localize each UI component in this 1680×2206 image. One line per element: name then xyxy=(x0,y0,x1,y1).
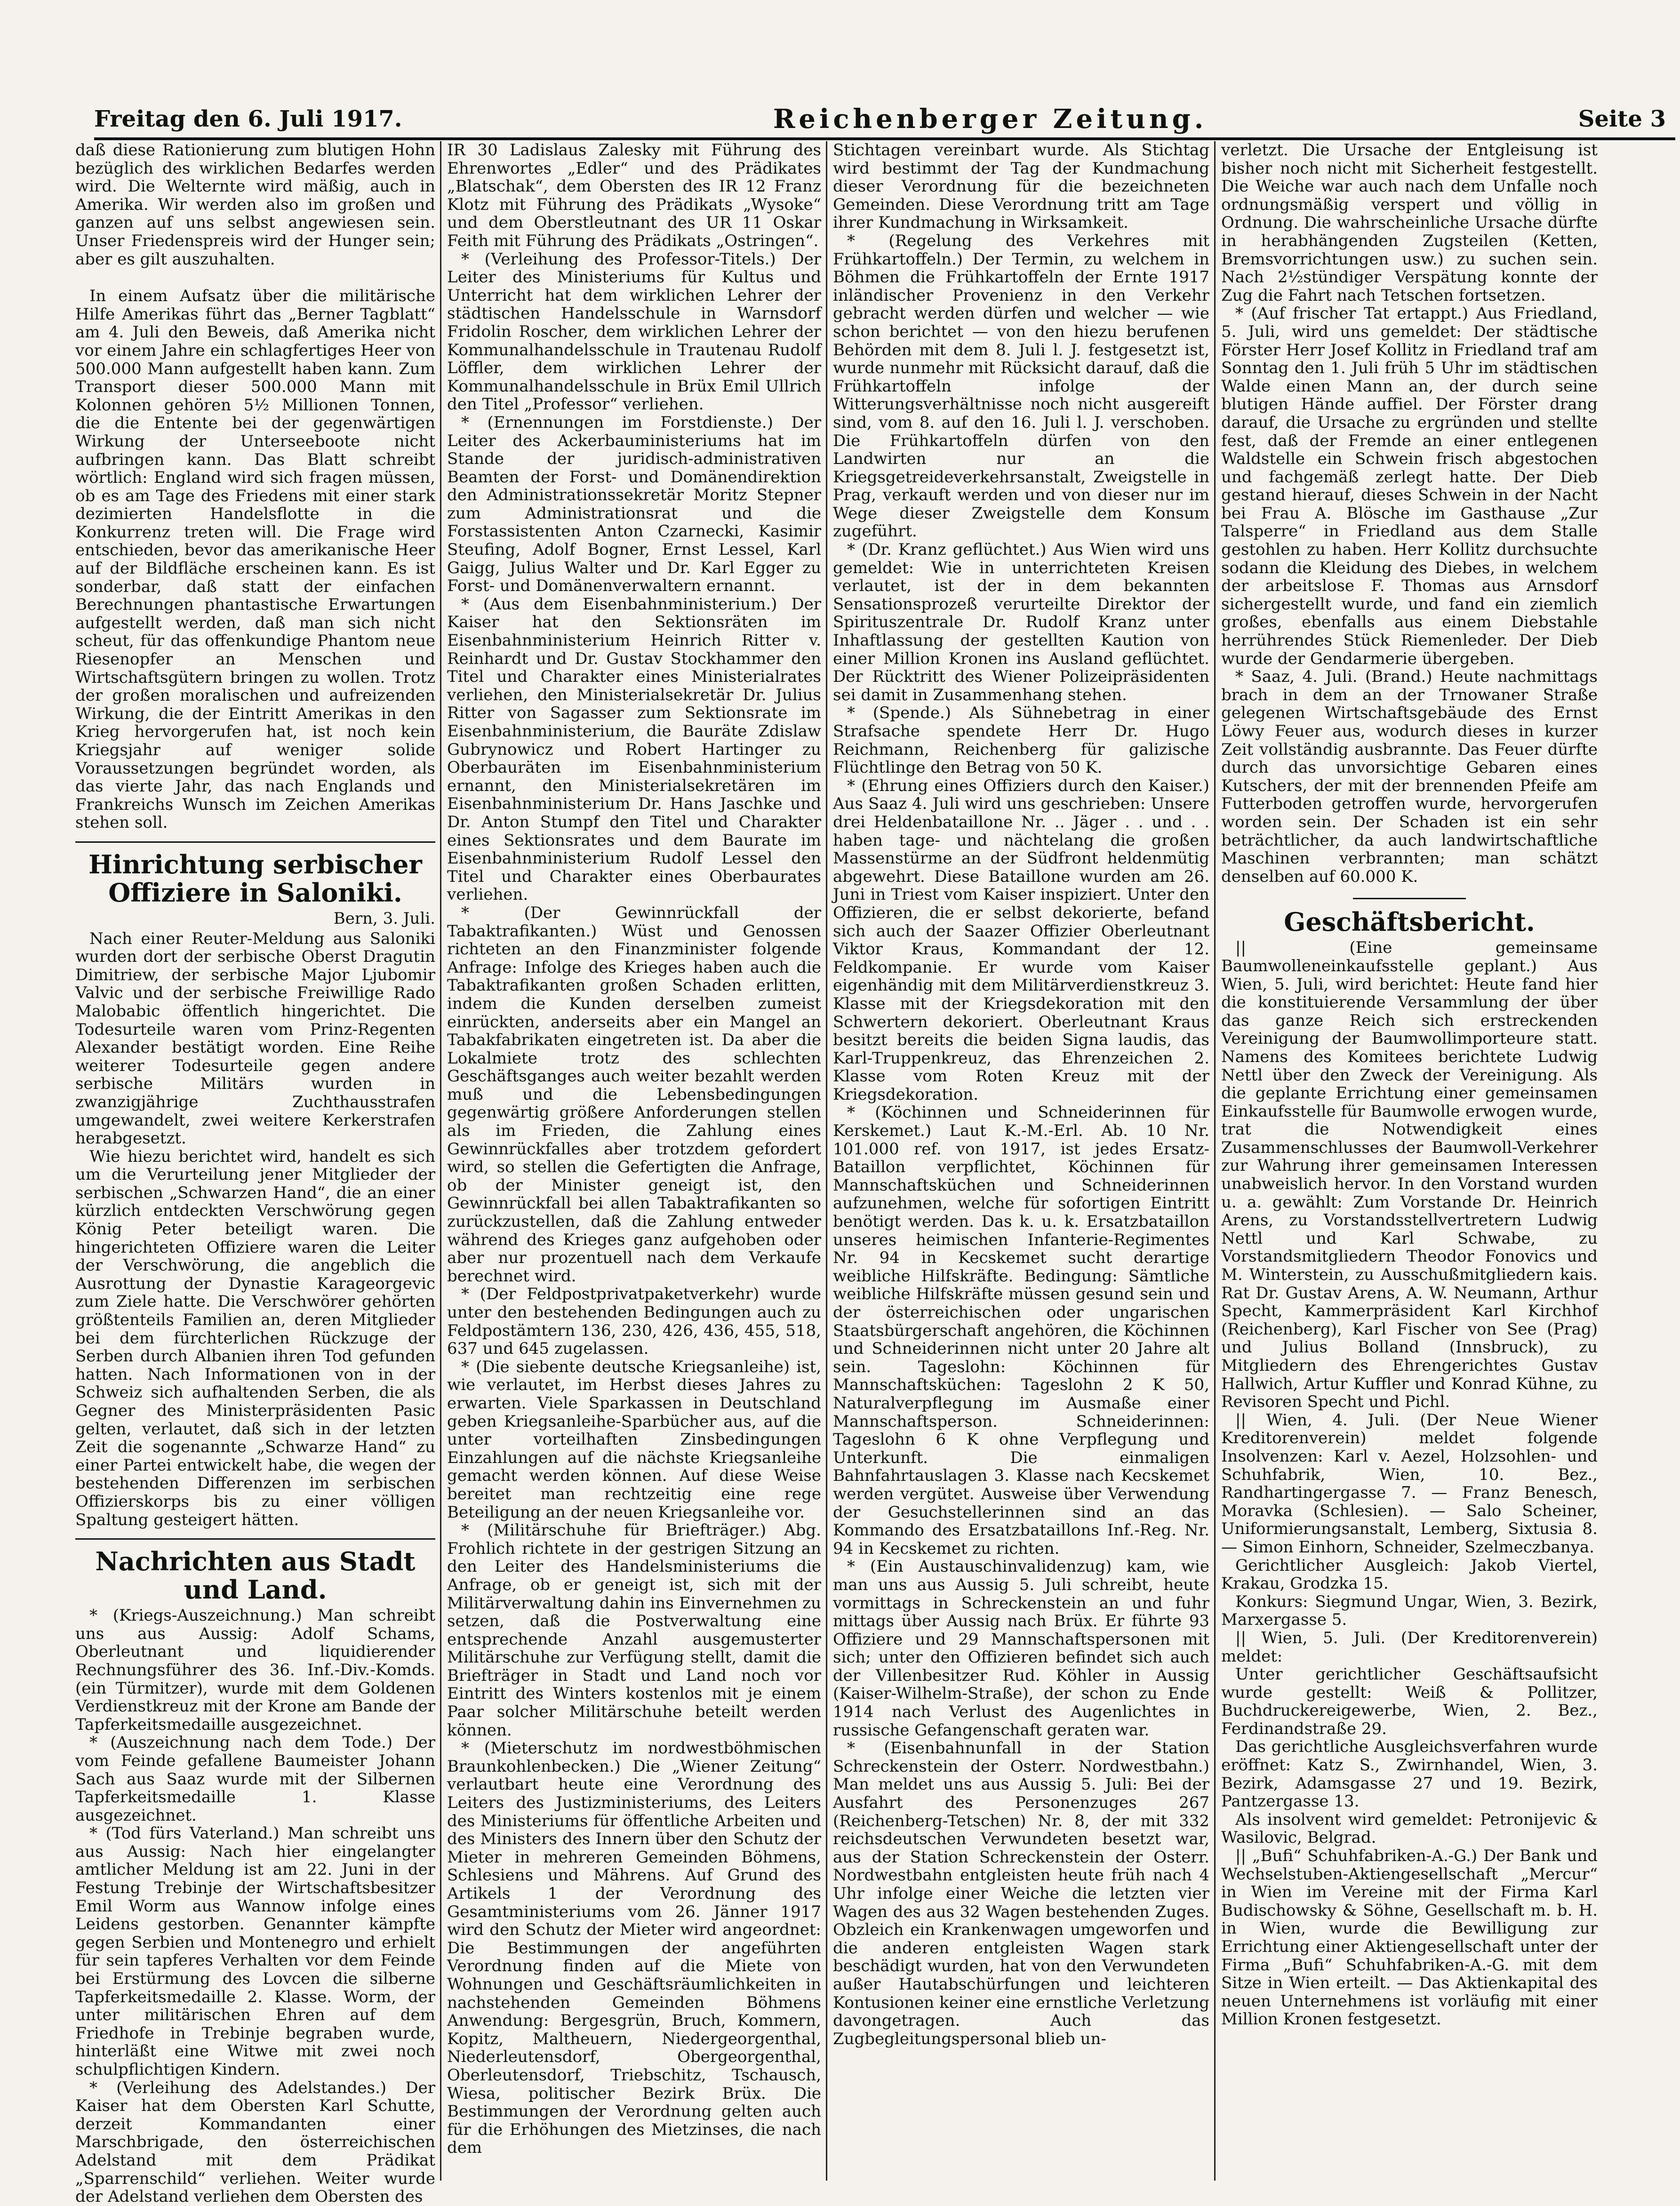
issue-date: Freitag den 6. Juli 1917. xyxy=(94,105,402,132)
headline-local-news: Nachrichten aus Stadt und Land. xyxy=(95,1546,416,1605)
column-rule xyxy=(826,141,827,2181)
news-item: * (Mieterschutz im nordwestböhmischen Braunkohlenbecken.) Die „Wiener Zeitung“ verlautbart heute eine Verordnung des Leiters des Justizministeriums, des Leiters des Ministeriums für öffentliche Arbeiten und des Ministers des Innern über den Schutz der Mieter in mehreren Gemeinden Böhmens, Schlesiens und Mährens. Auf Grund des Artikels 1 der Verordnung des Gesamtministeriums vom 26. Jänner 1917 wird den Schutz der Mieter wird angeordnet: Die Bestimmungen der angeführten Verordnung finden auf die Miete von Wohnungen und Geschäftsräumlichkeiten in nachstehenden Gemeinden Böhmens Anwendung: Bergesgrün, Bruch, Kommern, Kopitz, Maltheuern, Niedergeorgenthal, Niederleutensdorf, Obergeorgenthal, Oberleutensdorf, Triebschitz, Tschausch, Wiesa, politischer Bezirk Brüx. Die Bestimmungen der Verordnung gelten auch für die Erhöhungen des Mietzinses, die nach dem xyxy=(447,1739,821,2158)
news-item: * (Eisenbahnunfall in der Station Schreckenstein der Osterr. Nordwestbahn.) Man meldet uns aus Aussig 5. Juli: Bei der Ausfahrt des Personenzuges 267 (Reichenberg-Tetschen) Nr. 8, der mit 332 reichsdeutschen Verwundeten besetzt war, aus der Station Schreckenstein der Osterr. Nordwestbahn entgleisten heute früh nach 4 Uhr infolge einer Weiche die letzten vier Wagen des aus 32 Wagen bestehenden Zuges. Obzleich ein Krankenwagen umgeworfen und die anderen entgleisten Wagen stark beschädigt wurden, hat von den Verwundeten außer Hautabschürfungen und leichteren Kontusionen keiner eine ernstliche Verletzung davongetragen. Auch das Zugbegleitungspersonal blieb un- xyxy=(833,1739,1209,2048)
news-item: Stichtagen vereinbart wurde. Als Stichtag wird bestimmt der Tag der Kundmachung dieser Verordnung für die bezeichneten Gemeinden. Diese Verordnung tritt am Tage ihrer Kundmachung in Wirksamkeit. xyxy=(833,141,1209,232)
news-item: || (Eine gemeinsame Baumwolleneinkaufsstelle geplant.) Aus Wien, 5. Juli, wird berichtet: Heute fand hier die konstituierende Versammlung der über das ganze Reich sich erstreckenden Vereinigung der Baumwollimporteure statt. Namens des Komitees berichtete Ludwig Nettl über den Zweck der Vereinigung. Als die geplante Errichtung einer gemeinsamen Einkaufsstelle für Baumwolle erwogen wurde, trat die Notwendigkeit eines Zusammenschlusses der Baumwoll-Verkehrer zur Wahrung ihrer gemeinsamen Interessen unabweislich hervor. In den Vorstand wurden u. a. gewählt: Zum Vorstande Dr. Heinrich Arens, zu Vorstandsstellvertretern Ludwig Nettl und Karl Schwabe, zu Vorstandsmitgliedern Theodor Fonovics und M. Winterstein, zu Ausschußmitgliedern kais. Rat Dr. Gustav Arens, A. W. Neumann, Arthur Specht, Kammerpräsident Karl Kirchhof (Reichenberg), Karl Fischer von See (Prag) und Julius Bolland (Innsbruck), zu Mitgliedern des Ehrengerichtes Gustav Hallwich, Artur Kuffler und Konrad Kühne, zu Revisoren Specht und Pichl. xyxy=(1221,938,1598,1412)
headline-business-report: Geschäftsbericht. xyxy=(1284,907,1535,937)
news-item: * (Die siebente deutsche Kriegsanleihe) ist, wie verlautet, im Herbst dieses Jahres zu erwarten. Viele Sparkassen in Deutschland geben Kriegsanleihe-Sparbücher aus, auf die unter vorteilhaften Zinsbedingungen Einzahlungen auf die nächste Kriegsanleihe gemacht werden können. Auf diese Weise bereitet man rechtzeitig eine rege Beteiligung an der neuen Kriegsanleihe vor. xyxy=(447,1357,821,1522)
dateline: Bern, 3. Juli. xyxy=(333,909,435,928)
news-item: verletzt. Die Ursache der Entgleisung ist bisher noch nicht mit Sicherheit festgestellt. Die Weiche war auch nach dem Unfalle noch ordnungsmäßig verspert und völlig in Ordnung. Die wahrscheinliche Ursache dürfte in herabhängenden Zugsteilen (Ketten, Bremsvorrichtungen usw.) zu suchen sein. Nach 2½stündiger Verspätung konnte der Zug die Fahrt nach Tetschen fortsetzen. xyxy=(1221,141,1598,305)
news-item: * (Ehrung eines Offiziers durch den Kaiser.) Aus Saaz 4. Juli wird uns geschrieben: Unsere drei Heldenbataillone Nr. .. Jäger . . und . . haben tage- und nächtelang die großen Massenstürme an der Südfront heldenmütig abgewehrt. Diese Bataillone wurden am 26. Juni in Triest vom Kaiser inspiziert. Unter den Offizieren, die er selbst dekorierte, befand sich auch der Saazer Offizier Oberleutnant Viktor Kraus, Kommandant der 12. Feldkompanie. Er wurde vom Kaiser eigenhändig mit dem Militärverdienstkreuz 3. Klasse mit der Kriegsdekoration mit den Schwertern dekoriert. Oberleutnant Kraus besitzt bereits die beiden Signa laudis, das Karl-Truppenkreuz, das Ehrenzeichen 2. Klasse vom Roten Kreuz mit der Kriegsdekoration. xyxy=(833,776,1209,1104)
news-item: * (Spende.) Als Sühnebetrag in einer Strafsache spendete Herr Dr. Hugo Reichmann, Reichenberg für galizische Flüchtlinge den Betrag von 50 K. xyxy=(833,703,1209,777)
news-item: * (Militärschuhe für Briefträger.) Abg. Frohlich richtete in der gestrigen Sitzung an den Leiter des Handelsministeriums die Anfrage, ob er geneigt ist, sich mit der Militärverwaltung dahin ins Einvernehmen zu setzen, daß die Postverwaltung eine entsprechende Anzahl ausgemusterter Militärschuhe zur Verfügung stellt, damit die Briefträger in Stadt und Land noch vor Eintritt des Winters kostenlos mit je einem Paar solcher Militärschuhe beteilt werden können. xyxy=(447,1521,821,1740)
article-paragraph: Nach einer Reuter-Meldung aus Saloniki wurden dort der serbische Oberst Dragutin Dimitriew, der serbische Major Ljubomir Valvic und der serbische Freiwillige Rado Malobabic öffentlich hingerichtet. Die Todesurteile waren vom Prinz-Regenten Alexander bestätigt worden. Eine Reihe weiterer Todesurteile gegen andere serbische Militärs wurden in zwanzigjährige Zuchthausstrafen umgewandelt, zwei weitere Kerkerstrafen herabgesetzt. xyxy=(75,929,435,1148)
masthead xyxy=(94,101,1680,136)
news-item: * (Der Gewinnrückfall der Tabaktrafikanten.) Wüst und Genossen richteten an den Finanzminister folgende Anfrage: Infolge des Krieges haben auch die Tabaktrafikanten großen Schaden erlitten, indem die Kunden derselben zumeist einrückten, anderseits aber ein Mangel an Tabakfabrikaten eingetreten ist. Da aber die Lokalmiete trotz des schlechten Geschäftsganges auch weiter bezahlt werden muß und die Lebensbedingungen gegenwärtig größere Anforderungen stellen als im Frieden, die Zahlung eines Gewinnrückfalles aber trotzdem gefordert wird, so stellen die Gefertigten die Anfrage, ob der Minister geneigt ist, den Gewinnrückfall bei allen Tabaktrafikanten so zurückzustellen, daß die Zahlung entweder während des Krieges ganz aufgehoben oder aber nur prozentuell nach dem Verkaufe berechnet wird. xyxy=(447,903,821,1286)
article-paragraph: daß diese Rationierung zum blutigen Hohn bezüglich des wirklichen Bedarfes werden wird. Die Welternte wird mäßig, auch in Amerika. Wir werden also im großen und ganzen auf uns selbst angewiesen sein. Unser Friedenspreis wird der Hunger sein; aber es gilt auszuhalten. xyxy=(75,141,435,269)
section-divider xyxy=(75,841,435,843)
newspaper-title: Reichenberger Zeitung. xyxy=(773,103,1208,135)
section-divider xyxy=(1353,898,1466,899)
news-item: Als insolvent wird gemeldet: Petronijevic & Wasilovic, Belgrad. xyxy=(1221,1810,1598,1847)
news-item: * (Aus dem Eisenbahnministerium.) Der Kaiser hat den Sektionsräten im Eisenbahnministerium Heinrich Ritter v. Reinhardt und Dr. Gustav Stockhammer den Titel und Charakter eines Ministerialrates verliehen, den Ministerialsekretär Dr. Julius Ritter von Sagasser zum Sektionsrate im Eisenbahnministerium, die Bauräte Zdislaw Gubrynowicz und Robert Hartinger zu Oberbauräten im Eisenbahnministerium ernannt, den Ministerialsekretären im Eisenbahnministerium Dr. Hans Jaschke und Dr. Anton Stumpf den Titel und Charakter eines Sektionsrates und dem Baurate im Eisenbahnministerium Rudolf Lessel den Titel und Charakter eines Oberbaurates verliehen. xyxy=(447,594,821,904)
column-rule xyxy=(1214,141,1216,2181)
masthead-rule xyxy=(94,137,1675,140)
news-item: * (Der Feldpostprivatpaketverkehr) wurde unter den bestehenden Bedingungen auch zu Feldpostämtern 136, 230, 426, 436, 455, 518, 637 und 645 zugelassen. xyxy=(447,1285,821,1359)
news-item: * (Auszeichnung nach dem Tode.) Der vom Feinde gefallene Baumeister Johann Sach aus Saaz wurde mit der Silbernen Tapferkeitsmedaille 1. Klasse ausgezeichnet. xyxy=(75,1733,435,1825)
news-item: * (Kriegs-Auszeichnung.) Man schreibt uns aus Aussig: Adolf Schams, Oberleutnant und liquidierender Rechnungsführer des 36. Inf.-Div.-Komds. (ein Türmitzer), wurde mit dem Goldenen Verdienstkreuz mit der Krone am Bande der Tapferkeitsmedaille ausgezeichnet. xyxy=(75,1606,435,1734)
news-item: * (Tod fürs Vaterland.) Man schreibt uns aus Aussig: Nach hier eingelangter amtlicher Meldung ist am 22. Juni in der Festung Trebinje der Wirtschaftsbesitzer Emil Worm aus Wannow infolge eines Leidens gestorben. Genannter kämpfte gegen Serbien und Montenegro und erhielt für sein tapferes Verhalten vor dem Feinde bei Erstürmung des Lovcen die silberne Tapferkeitsmedaille 2. Klasse. Worm, der unter militärischen Ehren auf dem Friedhofe in Trebinje begraben wurde, hinterläßt eine Witwe mit zwei noch schulpflichtigen Kindern. xyxy=(75,1824,435,2079)
news-item: * (Verleihung des Professor-Titels.) Der Leiter des Ministeriums für Kultus und Unterricht hat dem wirklichen Lehrer der städtischen Handelsschule in Warnsdorf Fridolin Roscher, dem wirklichen Lehrer der Kommunalhandelsschule in Trautenau Rudolf Löffler, dem wirklichen Lehrer der Kommunalhandelsschule in Brüx Emil Ullrich den Titel „Professor“ verliehen. xyxy=(447,249,821,414)
news-item: * (Verleihung des Adelstandes.) Der Kaiser hat dem Obersten Karl Schutte, derzeit Kommandanten einer Marschbrigade, den österreichischen Adelstand mit dem Prädikat „Sparrenschild“ verliehen. Weiter wurde der Adelstand verliehen dem Obersten des xyxy=(75,2078,435,2206)
section-divider xyxy=(75,1538,435,1540)
news-item: * (Regelung des Verkehres mit Frühkartoffeln.) Der Termin, zu welchem in Böhmen die Frühkartoffeln der Ernte 1917 inländischer Provenienz in den Verkehr gebracht werden dürfen und welcher — wie schon berichtet — von den hiezu berufenen Behörden mit dem 8. Juli l. J. festgesetzt ist, wurde nunmehr mit Rücksicht darauf, daß die Frühkartoffeln infolge der Witterungsverhältnisse noch nicht ausgereift sind, vom 8. auf den 16. Juli l. J. verschoben. Die Frühkartoffeln dürfen von den Landwirten nur an die Kriegsgetreideverkehrsanstalt, Zweigstelle in Prag, verkauft werden und von dieser nur im Wege dieser Zweigstelle dem Konsum zugeführt. xyxy=(833,231,1209,541)
news-item: * (Auf frischer Tat ertappt.) Aus Friedland, 5. Juli, wird uns gemeldet: Der städtische Förster Herr Josef Kollitz in Friedland traf am Sonntag den 1. Juli früh 5 Uhr im städtischen Walde einen Mann an, der durch seine blutigen Hände auffiel. Der Förster drang darauf, die Ursache zu ergründen und stellte fest, daß der Fremde an einer entlegenen Waldstelle ein Schwein frisch abgestochen und fachgemäß zerlegt hatte. Der Dieb gestand hierauf, dieses Schwein in der Nacht bei Frau A. Blösche im Gasthause „Zur Talsperre“ in Friedland aus dem Stalle gestohlen zu haben. Herr Kollitz durchsuchte sodann die Kleidung des Diebes, in welchem der arbeitslose F. Thomas aus Arnsdorf sichergestellt wurde, und fand ein ziemlich großes, ebenfalls aus einem Diebstahle herrührendes Stück Riemenleder. Der Dieb wurde der Gendarmerie übergeben. xyxy=(1221,304,1598,668)
column-3 xyxy=(833,141,1209,2181)
news-item: * (Ein Austauschinvalidenzug) kam, wie man uns aus Aussig 5. Juli schreibt, heute vormittags in Schreckenstein an und fuhr mittags über Aussig nach Brüx. Er führte 93 Offiziere und 29 Mannschaftspersonen mit sich; unter den Offizieren befindet sich auch der Villenbesitzer Rud. Köhler in Aussig (Kaiser-Wilhelm-Straße), der schon zu Ende 1914 nach Verlust des Augenlichtes in russische Gefangenschaft geraten war. xyxy=(833,1557,1209,1740)
news-item: * Saaz, 4. Juli. (Brand.) Heute nachmittags brach in dem an der Trnowaner Straße gelegenen Wirtschaftsgebäude des Ernst Löwy Feuer aus, wodurch dieses in kurzer Zeit vollständig ausbrannte. Das Feuer dürfte durch das unvorsichtige Gebaren eines Kutschers, der mit der brennenden Pfeife am Futterboden getroffen wurde, hervorgerufen worden sein. Der Schaden ist ein sehr beträchtlicher, da auch landwirtschaftliche Maschinen verbrannten; man schätzt denselben auf 60.000 K. xyxy=(1221,667,1598,886)
news-item: * (Ernennungen im Forstdienste.) Der Leiter des Ackerbauministeriums hat im Stande der juridisch-administrativen Beamten der Forst- und Domänendirektion den Administrationssekretär Moritz Stepner zum Administrationsrat und die Forstassistenten Anton Czarnecki, Kasimir Steufing, Adolf Bogner, Ernst Lessel, Karl Gaigg, Julius Walter und Dr. Karl Egger zu Forst- und Domänenverwaltern ernannt. xyxy=(447,413,821,596)
headline-serbian-officers: Hinrichtung serbischer Offiziere in Saloniki. xyxy=(88,849,422,908)
column-1 xyxy=(75,141,435,2206)
column-rule xyxy=(440,141,441,2181)
news-item: Gerichtlicher Ausgleich: Jakob Viertel, Krakau, Grodzka 15. xyxy=(1221,1556,1598,1593)
news-item: Konkurs: Siegmund Ungar, Wien, 3. Bezirk, Marxergasse 5. xyxy=(1221,1592,1598,1630)
news-item: Das gerichtliche Ausgleichsverfahren wurde eröffnet: Katz S., Zwirnhandel, Wien, 3. Bezirk, Adamsgasse 27 und 19. Bezirk, Pantzergasse 13. xyxy=(1221,1737,1598,1811)
news-item: * (Köchinnen und Schneiderinnen für Kerskemet.) Laut K.-M.-Erl. Ab. 10 Nr. 101.000 ref. von 1917, ist jedes Ersatz-Bataillon verpflichtet, Köchinnen für Mannschaftsküchen und Schneiderinnen aufzunehmen, welche für sofortigen Eintritt benötigt werden. Das k. u. k. Ersatzbataillon unseres heimischen Infanterie-Regimentes Nr. 94 in Kecskemet sucht derartige weibliche Hilfskräfte. Bedingung: Sämtliche weibliche Hilfskräfte müssen gesund sein und der österreichischen oder ungarischen Staatsbürgerschaft angehören, die Köchinnen und Schneiderinnen nicht unter 20 Jahre alt sein. Tageslohn: Köchinnen für Mannschaftsküchen: Tageslohn 2 K 50, Naturalverpflegung im Ausmaße einer Mannschaftsperson. Schneiderinnen: Tageslohn 6 K ohne Verpflegung und Unterkunft. Die einmaligen Bahnfahrtauslagen 3. Klasse nach Kecskemet werden vergütet. Ausweise über Verwendung der Gesuchstellerinnen sind an das Kommando des Ersatzbataillons Inf.-Reg. Nr. 94 in Kecskemet zu richten. xyxy=(833,1103,1209,1558)
news-item: Unter gerichtlicher Geschäftsaufsicht wurde gestellt: Weiß & Pollitzer, Buchdruckereigewerbe, Wien, 2. Bez., Ferdinandstraße 29. xyxy=(1221,1665,1598,1738)
news-item: * (Dr. Kranz geflüchtet.) Aus Wien wird uns gemeldet: Wie in unterrichteten Kreisen verlautet, ist der in dem bekannten Sensationsprozeß verurteilte Direktor der Spirituszentrale Dr. Rudolf Kranz unter Inhaftlassung der gestellten Kaution von einer Million Kronen ins Ausland geflüchtet. Der Rücktritt des Wiener Polizeipräsidenten sei damit in Zusammenhang stehen. xyxy=(833,540,1209,704)
article-paragraph: Wie hiezu berichtet wird, handelt es sich um die Verurteilung jener Mitglieder der serbischen „Schwarzen Hand“, die an einer kürzlich entdeckten Verschwörung gegen König Peter beteiligt waren. Die hingerichteten Offiziere waren die Leiter der Verschwörung, die angeblich die Ausrottung der Dynastie Karageorgevic zum Ziele hatte. Die Verschwörer gehörten größtenteils Familien an, deren Mitglieder bei dem fürchterlichen Rückzuge der Serben durch Albanien ihren Tod gefunden hatten. Nach Informationen von in der Schweiz sich aufhaltenden Serben, die als Gegner des Ministerpräsidenten Pasic gelten, verlautet, daß sich in der letzten Zeit die sogenannte „Schwarze Hand“ zu einer Partei entwickelt habe, die wegen der bestehenden Differenzen im serbischen Offizierskorps bis zu einer völligen Spaltung gesteigert hätten. xyxy=(75,1147,435,1529)
news-item: || „Bufi“ Schuhfabriken-A.-G.) Der Bank und Wechselstuben-Aktiengesellschaft „Mercur“ in Wien im Vereine mit der Firma Karl Budischowsky & Söhne, Gesellschaft m. b. H. in Wien, wurde die Bewilligung zur Errichtung einer Aktiengesellschaft unter der Firma „Bufi“ Schuhfabriken-A.-G. mit dem Sitze in Wien erteilt. — Das Aktienkapital des neuen Unternehmens ist vorläufig mit einer Million Kronen festgesetzt. xyxy=(1221,1846,1598,2029)
article-paragraph: In einem Aufsatz über die militärische Hilfe Amerikas führt das „Berner Tagblatt“ am 4. Juli den Beweis, daß Amerika nicht vor einem Jahre ein schlagfertiges Heer von 500.000 Mann aufgestellt haben kann. Zum Transport dieser 500.000 Mann mit Kolonnen gehören 5½ Millionen Tonnen, die die Entente bei der gegenwärtigen Wirkung der Unterseeboote nicht aufbringen kann. Das Blatt schreibt wörtlich: England wird sich fragen müssen, ob es am Tage des Friedens mit einer stark dezimierten Handelsflotte in die Konkurrenz treten will. Die Frage wird entschieden, bevor das amerikanische Heer auf der Bildfläche erscheinen kann. Es ist sonderbar, daß statt der einfachen Berechnungen phantastische Erwartungen aufgestellt werden, daß man sich nicht scheut, für das offenkundige Phantom neue Riesenopfer an Menschen und Wirtschaftsgütern bringen zu wollen. Trotz der großen moralischen und aufreizenden Wirkung, die der Eintritt Amerikas in den Krieg hervorgerufen hat, ist noch kein Kriegsjahr auf weniger solide Voraussetzungen begründet worden, als das vierte Jahr, das nach Englands und Frankreichs Wunsch im Zeichen Amerikas stehen soll. xyxy=(75,287,435,832)
news-item: || Wien, 4. Juli. (Der Neue Wiener Kreditorenverein) meldet folgende Insolvenzen: Karl v. Aezel, Holzsohlen- und Schuhfabrik, Wien, 10. Bez., Randhartingergasse 7. — Franz Benesch, Moravka (Schlesien). — Salo Scheiner, Uniformierungsanstalt, Lemberg, Sixtusia 8. — Simon Einhorn, Schneider, Szelmeczbanya. xyxy=(1221,1410,1598,1557)
news-item: || Wien, 5. Juli. (Der Kreditorenverein) meldet: xyxy=(1221,1628,1598,1666)
page-number: Seite 3 xyxy=(1578,105,1666,132)
column-4 xyxy=(1221,141,1598,2181)
news-item: IR 30 Ladislaus Zalesky mit Führung des Ehrenwortes „Edler“ und des Prädikates „Blatschak“, dem Obersten des IR 12 Franz Klotz mit Führung des Prädikats „Wysoke“ und dem Oberstleutnant des UR 11 Oskar Feith mit Führung des Prädikats „Ostringen“. xyxy=(447,141,821,250)
column-2 xyxy=(447,141,821,2181)
